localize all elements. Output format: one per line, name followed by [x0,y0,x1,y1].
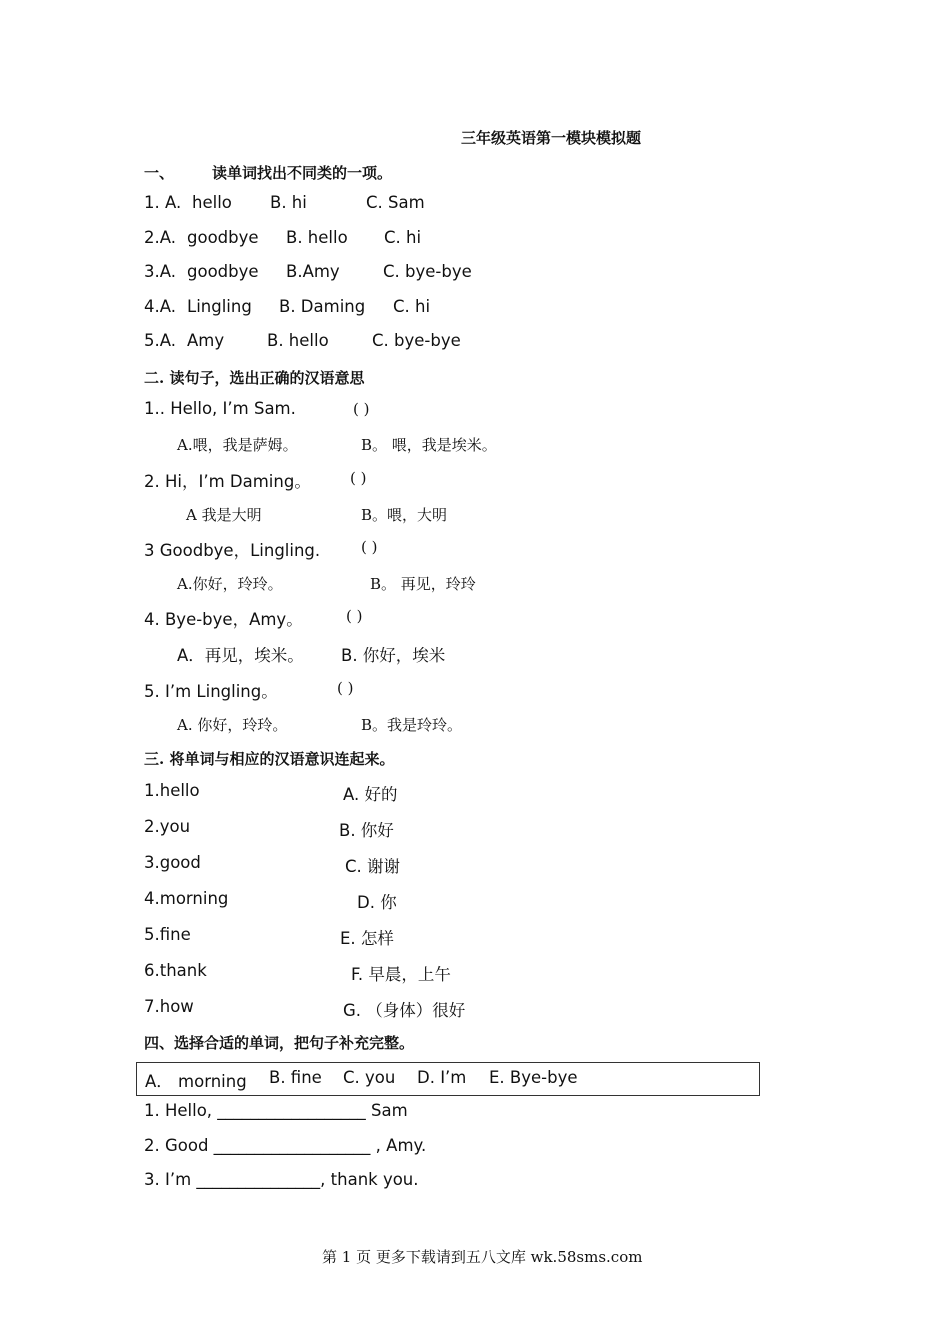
s1-q4-option-b: B. Daming [279,297,366,316]
s3-meaning-a: A. 好的 [343,785,398,804]
s1-question-1 [144,193,425,212]
s3-word-4: 4.morning [144,889,229,908]
s2-q4-option-a: A．再见，埃米。 [177,646,304,665]
s1-q4-option-c: C. hi [393,297,431,316]
s1-q1-num: 1. A. [144,193,182,212]
s1-q5-option-a: Amy [187,331,225,350]
page-footer: 第 1 页 更多下载请到五八文库 wk.58sms.com [322,1248,643,1266]
s1-q2-option-c: C. hi [384,228,422,247]
document-title: 三年级英语第一模块模拟题 [461,129,642,147]
s3-meaning-f: F. 早晨，上午 [351,965,451,984]
s2-q2-option-a: A 我是大明 [186,506,262,524]
s3-word-6: 6.thank [144,961,207,980]
s1-q4-num: 4.A. [144,297,176,316]
s1-question-2 [144,228,422,247]
s2-q3-option-b: B。 再见，玲玲 [370,575,476,593]
s1-question-5 [144,331,461,350]
word-bank-option-b: B. fine [269,1068,322,1087]
s4-sentence-3[interactable]: 3. I’m _______________, thank you. [144,1170,419,1189]
s2-q2-answer-paren[interactable]: ( ) [350,469,367,487]
s4-sentence-2[interactable]: 2. Good ___________________ , Amy. [144,1136,427,1155]
word-bank-option-d: D. I’m [417,1068,467,1087]
s1-q1-option-a: hello [192,193,232,212]
s2-q5-option-a: A. 你好，玲玲。 [177,716,288,734]
s3-word-7: 7.how [144,997,194,1016]
s1-q5-option-c: C. bye-bye [372,331,461,350]
s4-sentence-1[interactable]: 1. Hello, __________________ Sam [144,1101,408,1120]
s2-q1-option-a: A.喂，我是萨姆。 [177,436,298,454]
s1-question-3 [144,262,472,281]
s2-q4-answer-paren[interactable]: ( ) [346,607,363,625]
s3-word-2: 2.you [144,817,191,836]
s2-q2-option-b: B。喂，大明 [361,506,448,524]
word-bank-option-a: A． morning [145,1072,247,1091]
s2-q5-answer-paren[interactable]: ( ) [337,679,354,697]
word-bank-option-c: C. you [343,1068,396,1087]
s2-q4-option-b: B. 你好，埃米 [341,646,446,665]
s2-q3-option-a: A.你好，玲玲。 [177,575,283,593]
section4-heading: 四、选择合适的单词，把句子补充完整。 [144,1034,415,1052]
section1-heading: 读单词找出不同类的一项。 [212,164,393,182]
s1-q4-option-a: Lingling [187,297,252,316]
s3-meaning-d: D. 你 [357,893,397,912]
s2-q1-answer-paren[interactable]: ( ) [353,400,370,418]
s1-q2-option-a: goodbye [187,228,259,247]
s2-q5-option-b: B。我是玲玲。 [361,716,463,734]
word-bank-box [136,1062,760,1096]
s3-word-1: 1.hello [144,781,200,800]
s2-q2-sentence: 2. Hi，I’m Daming。 [144,472,311,491]
s1-q1-option-b: B. hi [270,193,307,212]
s3-word-5: 5.fine [144,925,191,944]
section3-heading: 三. 将单词与相应的汉语意识连起来。 [144,750,395,768]
s1-q3-option-c: C. bye-bye [383,262,472,281]
s2-q3-answer-paren[interactable]: ( ) [361,538,378,556]
s3-word-3: 3.good [144,853,201,872]
s3-meaning-b: B. 你好 [339,821,394,840]
s1-q3-num: 3.A. [144,262,176,281]
s2-q1-option-b: B。 喂，我是埃米。 [361,436,497,454]
section1-heading-number: 一、 [144,164,175,182]
s2-q4-sentence: 4. Bye-bye，Amy。 [144,610,303,629]
s3-meaning-g: G. （身体）很好 [343,1001,466,1020]
s1-q2-option-b: B. hello [286,228,348,247]
section2-heading: 二. 读句子，选出正确的汉语意思 [144,369,365,387]
word-bank-option-e: E. Bye-bye [489,1068,578,1087]
s1-q3-option-b: B.Amy [286,262,340,281]
s1-q3-option-a: goodbye [187,262,259,281]
s1-q2-num: 2.A. [144,228,176,247]
s1-q1-option-c: C. Sam [366,193,425,212]
s1-question-4 [144,297,431,316]
s2-q3-sentence: 3 Goodbye，Lingling. [144,541,321,560]
s2-q1-sentence: 1.. Hello, I’m Sam. [144,399,296,418]
s1-q5-option-b: B. hello [267,331,329,350]
s1-q5-num: 5.A. [144,331,176,350]
s2-q5-sentence: 5. I’m Lingling。 [144,682,278,701]
s3-meaning-c: C. 谢谢 [345,857,401,876]
s3-meaning-e: E. 怎样 [340,929,394,948]
